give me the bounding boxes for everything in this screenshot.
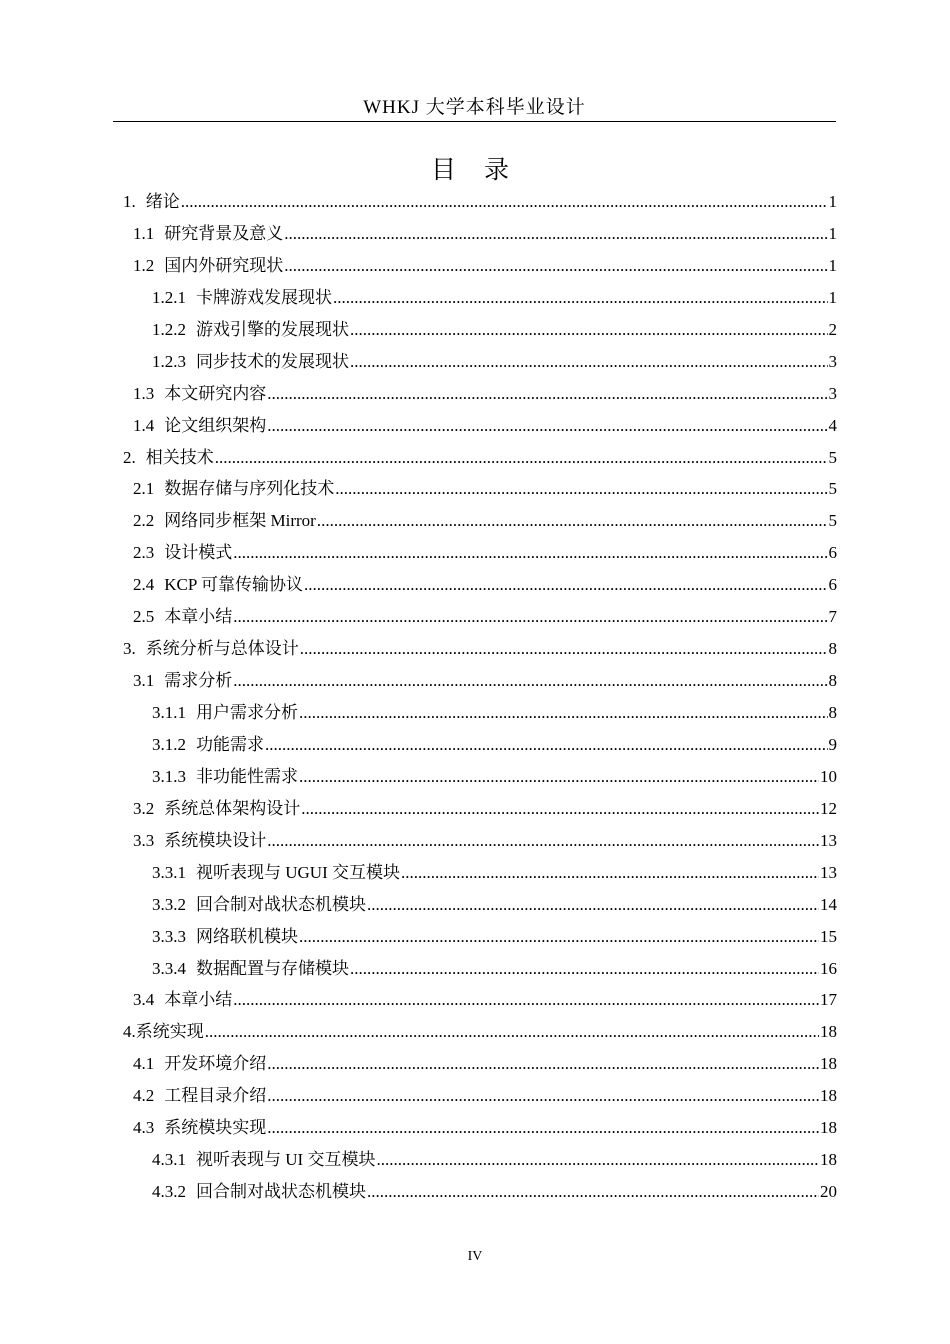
toc-dot-leader xyxy=(376,1144,819,1176)
toc-entry-page: 5 xyxy=(828,511,837,531)
toc-dot-leader xyxy=(317,505,828,537)
toc-dot-leader xyxy=(181,186,828,218)
toc-entry-page: 20 xyxy=(820,1182,837,1202)
toc-entry-number: 3.1.1 xyxy=(152,703,186,722)
toc-entry[interactable] xyxy=(123,857,837,889)
toc-entry-number: 2.5 xyxy=(133,607,155,627)
toc-entry-page: 8 xyxy=(828,639,837,659)
toc-dot-leader xyxy=(205,1016,819,1048)
toc-dot-leader xyxy=(304,569,828,601)
page-header: WHKJ 大学本科毕业设计 xyxy=(363,97,586,118)
toc-entry-title: 本章小结 xyxy=(164,607,233,627)
toc-entry[interactable] xyxy=(123,537,837,569)
toc-entry[interactable] xyxy=(123,1048,837,1080)
toc-entry-number: 3.1.3 xyxy=(152,766,186,786)
toc-entry-page: 1 xyxy=(828,192,837,211)
toc-entry-title: 系统模块实现 xyxy=(164,1118,267,1138)
toc-entry-title: 网络联机模块 xyxy=(196,926,298,946)
toc-entry-title: KCP 可靠传输协议 xyxy=(164,575,303,595)
toc-dot-leader xyxy=(350,346,828,378)
toc-entry-page: 3 xyxy=(828,351,837,371)
toc-entry-page: 9 xyxy=(828,734,837,754)
toc-dot-leader xyxy=(233,601,827,633)
toc-dot-leader xyxy=(284,218,827,250)
toc-entry[interactable] xyxy=(123,889,837,921)
toc-dot-leader xyxy=(367,889,819,921)
toc-entry[interactable] xyxy=(123,825,837,857)
toc-entry[interactable] xyxy=(123,729,837,761)
toc-entry-page: 18 xyxy=(820,1022,837,1042)
toc-entry-number: 3.3 xyxy=(133,830,155,850)
table-of-contents xyxy=(123,186,837,1208)
toc-entry-number: 3.1 xyxy=(133,671,155,691)
toc-entry-title: 研究背景及意义 xyxy=(164,223,284,243)
toc-entry-title: 视听表现与 UI 交互模块 xyxy=(196,1150,376,1170)
toc-entry-title: 需求分析 xyxy=(164,671,233,691)
toc-dot-leader xyxy=(299,697,828,729)
toc-entry-number: 4.1 xyxy=(133,1054,155,1074)
toc-entry-number: 4.3.2 xyxy=(152,1182,186,1202)
toc-dot-leader xyxy=(267,410,827,442)
toc-entry-page: 14 xyxy=(820,894,837,914)
toc-entry[interactable] xyxy=(123,410,837,442)
toc-dot-leader xyxy=(367,1176,819,1208)
toc-entry[interactable] xyxy=(123,1080,837,1112)
toc-entry-title: 数据存储与序列化技术 xyxy=(164,479,335,499)
toc-entry-title: 视听表现与 UGUI 交互模块 xyxy=(196,862,400,882)
toc-dot-leader xyxy=(267,1112,819,1144)
toc-entry[interactable] xyxy=(123,473,837,505)
toc-dot-leader xyxy=(350,314,828,346)
toc-entry-page: 18 xyxy=(820,1150,837,1170)
toc-entry-title: 工程目录介绍 xyxy=(164,1086,267,1106)
toc-entry[interactable] xyxy=(123,1016,837,1048)
toc-entry-title: 网络同步框架 Mirror xyxy=(164,511,316,531)
toc-entry-page: 13 xyxy=(820,862,837,882)
toc-entry-number: 1.2.3 xyxy=(152,351,186,371)
toc-entry-page: 5 xyxy=(828,447,837,467)
toc-entry-number: 4. xyxy=(123,1022,136,1042)
toc-entry-number: 2. xyxy=(123,447,136,467)
toc-entry-title: 国内外研究现状 xyxy=(164,255,284,275)
toc-entry[interactable] xyxy=(123,793,837,825)
toc-entry-number: 2.1 xyxy=(133,479,155,499)
toc-entry-number: 3.1.2 xyxy=(152,734,186,754)
toc-entry[interactable] xyxy=(123,1112,837,1144)
toc-dot-leader xyxy=(284,250,827,282)
toc-entry-page: 8 xyxy=(828,703,837,722)
toc-entry-page: 7 xyxy=(828,607,837,627)
toc-title: 目 录 xyxy=(431,155,519,184)
page-number: IV xyxy=(467,1249,483,1264)
toc-dot-leader xyxy=(267,378,827,410)
toc-entry[interactable] xyxy=(123,505,837,537)
toc-entry-title: 功能需求 xyxy=(196,734,264,754)
toc-entry-number: 1.2.2 xyxy=(152,319,186,339)
toc-entry-number: 1.2.1 xyxy=(152,287,186,307)
toc-dot-leader xyxy=(267,1080,819,1112)
toc-entry-number: 1.1 xyxy=(133,223,155,243)
toc-dot-leader xyxy=(233,984,819,1016)
toc-entry-number: 4.3.1 xyxy=(152,1150,186,1170)
toc-dot-leader xyxy=(215,442,828,474)
toc-entry[interactable] xyxy=(123,378,837,410)
toc-entry-number: 3.3.1 xyxy=(152,862,186,882)
toc-dot-leader xyxy=(299,921,819,953)
toc-entry-page: 4 xyxy=(828,415,837,435)
toc-dot-leader xyxy=(300,633,828,665)
toc-entry[interactable] xyxy=(123,442,837,474)
toc-entry-title: 本章小结 xyxy=(164,990,233,1010)
toc-entry-page: 8 xyxy=(828,671,837,691)
toc-dot-leader xyxy=(335,473,827,505)
toc-dot-leader xyxy=(267,825,819,857)
toc-entry-page: 18 xyxy=(820,1054,837,1074)
toc-entry-title: 同步技术的发展现状 xyxy=(196,351,349,371)
toc-entry-title: 开发环境介绍 xyxy=(164,1054,267,1074)
toc-entry-title: 设计模式 xyxy=(164,543,233,563)
toc-entry-title: 相关技术 xyxy=(145,447,214,467)
toc-entry-number: 1.4 xyxy=(133,415,155,435)
toc-entry-page: 12 xyxy=(820,798,837,818)
toc-entry-page: 16 xyxy=(820,958,837,978)
toc-entry-page: 1 xyxy=(828,223,837,243)
toc-entry-page: 1 xyxy=(828,287,837,307)
toc-entry[interactable] xyxy=(123,250,837,282)
toc-entry-number: 4.3 xyxy=(133,1118,155,1138)
toc-entry[interactable] xyxy=(123,218,837,250)
toc-entry[interactable] xyxy=(123,346,837,378)
toc-entry-title: 系统总体架构设计 xyxy=(164,798,301,818)
toc-entry-number: 3.4 xyxy=(133,990,155,1010)
toc-entry[interactable] xyxy=(123,984,837,1016)
toc-entry-page: 6 xyxy=(828,543,837,563)
toc-entry-number: 3. xyxy=(123,639,136,659)
toc-entry-number: 3.3.3 xyxy=(152,926,186,946)
toc-entry-page: 3 xyxy=(828,383,837,403)
toc-entry[interactable] xyxy=(123,761,837,793)
toc-entry-page: 5 xyxy=(828,479,837,499)
toc-dot-leader xyxy=(333,282,828,314)
toc-entry-title: 系统分析与总体设计 xyxy=(145,639,299,659)
toc-entry-title: 系统模块设计 xyxy=(164,830,267,850)
toc-entry-number: 2.2 xyxy=(133,511,155,531)
toc-dot-leader xyxy=(350,953,819,985)
toc-entry-number: 3.3.2 xyxy=(152,894,186,914)
toc-entry[interactable] xyxy=(123,633,837,665)
toc-entry[interactable] xyxy=(123,186,837,218)
toc-entry-number: 4.2 xyxy=(133,1086,155,1106)
toc-entry[interactable] xyxy=(123,1176,837,1208)
toc-entry[interactable] xyxy=(123,314,837,346)
toc-entry-page: 17 xyxy=(820,990,837,1010)
toc-entry-page: 1 xyxy=(828,255,837,275)
toc-dot-leader xyxy=(265,729,828,761)
toc-entry-number: 3.3.4 xyxy=(152,958,186,978)
toc-entry-page: 2 xyxy=(828,319,837,339)
toc-entry-number: 3.2 xyxy=(133,798,155,818)
toc-entry[interactable] xyxy=(123,569,837,601)
toc-entry-page: 18 xyxy=(820,1118,837,1138)
toc-entry-number: 2.3 xyxy=(133,543,155,563)
toc-entry[interactable] xyxy=(123,953,837,985)
toc-entry[interactable] xyxy=(123,1144,837,1176)
toc-entry-title: 用户需求分析 xyxy=(196,703,298,722)
toc-dot-leader xyxy=(401,857,819,889)
toc-entry-title: 游戏引擎的发展现状 xyxy=(196,319,349,339)
toc-entry-title: 非功能性需求 xyxy=(196,766,298,786)
toc-entry-title: 数据配置与存储模块 xyxy=(196,958,349,978)
toc-entry-title: 卡牌游戏发展现状 xyxy=(196,287,332,307)
toc-entry-page: 10 xyxy=(820,766,837,786)
toc-dot-leader xyxy=(233,665,827,697)
toc-entry-title: 论文组织架构 xyxy=(164,415,267,435)
toc-entry-title: 回合制对战状态机模块 xyxy=(196,1182,366,1202)
toc-dot-leader xyxy=(299,761,819,793)
toc-dot-leader xyxy=(233,537,827,569)
toc-entry-page: 6 xyxy=(828,575,837,595)
toc-entry-number: 2.4 xyxy=(133,575,155,595)
toc-entry-page: 13 xyxy=(820,830,837,850)
toc-entry-number: 1. xyxy=(123,192,136,211)
toc-entry-title: 绪论 xyxy=(145,192,180,211)
header-rule xyxy=(113,121,836,122)
toc-entry-title: 系统实现 xyxy=(135,1022,204,1042)
toc-entry-page: 15 xyxy=(820,926,837,946)
toc-dot-leader xyxy=(267,1048,819,1080)
toc-entry-number: 1.2 xyxy=(133,255,155,275)
toc-entry-number: 1.3 xyxy=(133,383,155,403)
toc-entry-title: 回合制对战状态机模块 xyxy=(196,894,366,914)
toc-dot-leader xyxy=(301,793,819,825)
toc-entry[interactable] xyxy=(123,282,837,314)
toc-entry-title: 本文研究内容 xyxy=(164,383,267,403)
toc-entry[interactable] xyxy=(123,921,837,953)
toc-entry[interactable] xyxy=(123,601,837,633)
toc-entry[interactable] xyxy=(123,665,837,697)
toc-entry[interactable] xyxy=(123,697,837,729)
toc-entry-page: 18 xyxy=(820,1086,837,1106)
